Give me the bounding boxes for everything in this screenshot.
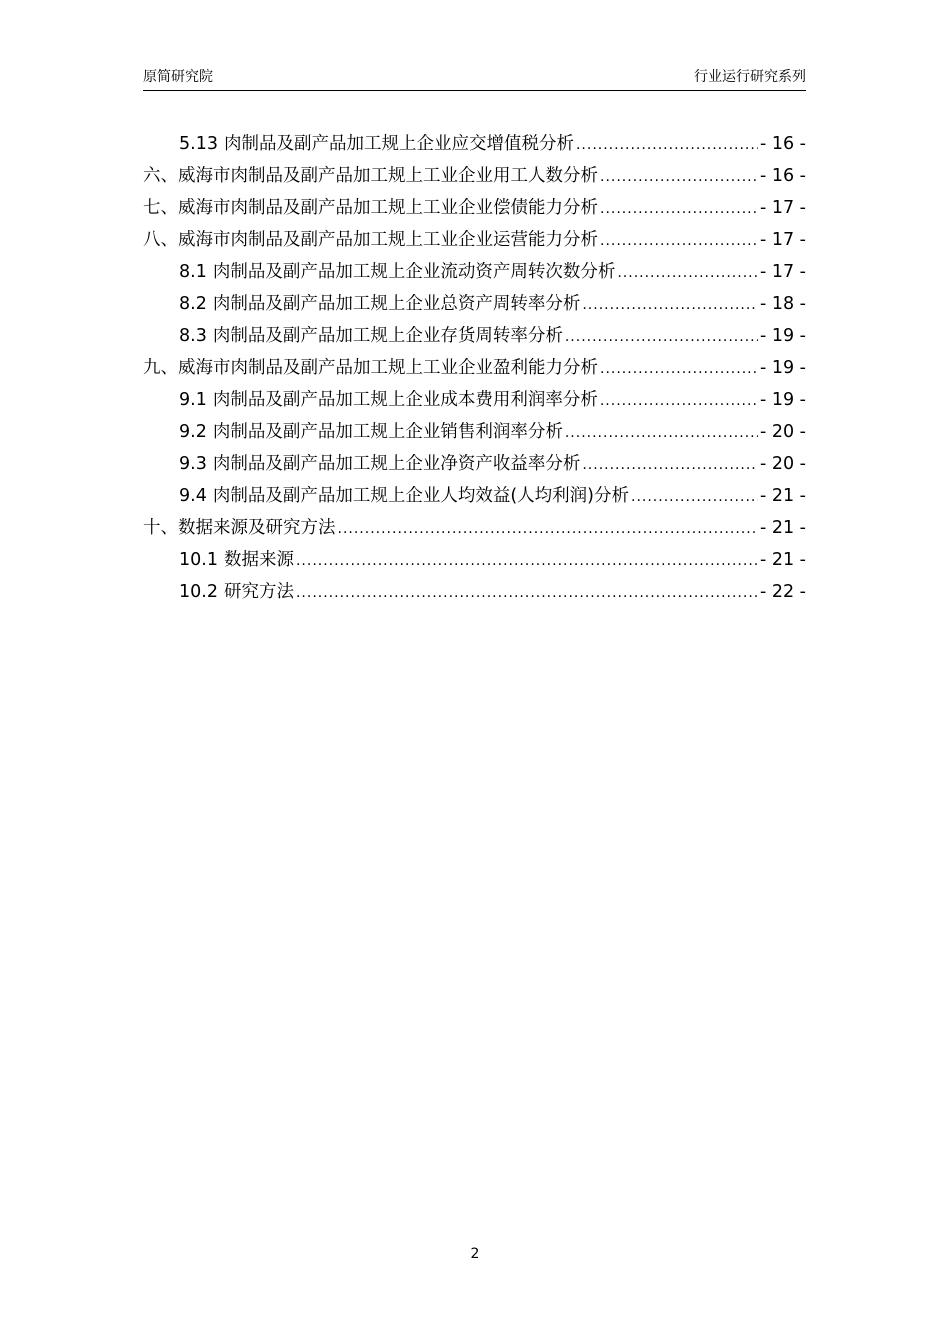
- toc-dot-leader: [565, 321, 758, 353]
- toc-entry[interactable]: [143, 288, 806, 320]
- toc-entry-number: 9.2: [179, 422, 207, 442]
- toc-entry-number: 8.1: [179, 262, 207, 282]
- toc-entry[interactable]: [143, 480, 806, 512]
- toc-entry[interactable]: [143, 416, 806, 448]
- toc-entry-title: 肉制品及副产品加工规上企业流动资产周转次数分析: [212, 262, 616, 282]
- toc-dot-leader: [631, 481, 758, 513]
- toc-entry[interactable]: [143, 544, 806, 576]
- toc-entry-page: - 22 -: [759, 582, 806, 602]
- toc-entry[interactable]: [143, 128, 806, 160]
- toc-entry[interactable]: [143, 320, 806, 352]
- toc-entry-number: 9.4: [179, 486, 207, 506]
- toc-dot-leader: [296, 577, 758, 609]
- toc-dot-leader: [600, 225, 758, 257]
- toc-dot-leader: [582, 289, 758, 321]
- toc-entry-page: - 20 -: [759, 454, 806, 474]
- toc-entry[interactable]: [143, 384, 806, 416]
- toc-entry-number: 8.2: [179, 294, 207, 314]
- toc-entry-title: 肉制品及副产品加工规上企业存货周转率分析: [212, 326, 563, 346]
- toc-entry[interactable]: [143, 576, 806, 608]
- toc-entry-page: - 17 -: [759, 198, 806, 218]
- toc-dot-leader: [576, 129, 758, 161]
- toc-dot-leader: [296, 545, 758, 577]
- toc-entry-page: - 16 -: [759, 166, 806, 186]
- toc-dot-leader: [565, 417, 758, 449]
- toc-dot-leader: [600, 353, 758, 385]
- toc-entry[interactable]: [143, 160, 806, 192]
- toc-entry-number: 10.1: [179, 550, 218, 570]
- toc-entry-title: 肉制品及副产品加工规上企业净资产收益率分析: [212, 454, 581, 474]
- toc-dot-leader: [338, 513, 758, 545]
- toc-entry-page: - 18 -: [759, 294, 806, 314]
- toc-entry-page: - 20 -: [759, 422, 806, 442]
- toc-entry-page: - 17 -: [759, 230, 806, 250]
- toc-entry-title: 六、威海市肉制品及副产品加工规上工业企业用工人数分析: [143, 166, 598, 186]
- toc-dot-leader: [600, 385, 758, 417]
- toc-entry-title: 九、威海市肉制品及副产品加工规上工业企业盈利能力分析: [143, 358, 598, 378]
- toc-entry-number: 9.3: [179, 454, 207, 474]
- table-of-contents: [143, 128, 806, 608]
- toc-dot-leader: [617, 257, 758, 289]
- toc-entry-number: 8.3: [179, 326, 207, 346]
- header-organization: 原简研究院: [143, 69, 213, 85]
- toc-entry-page: - 19 -: [759, 326, 806, 346]
- toc-entry[interactable]: [143, 224, 806, 256]
- page-header: [143, 68, 806, 91]
- toc-entry-title: 肉制品及副产品加工规上企业总资产周转率分析: [212, 294, 581, 314]
- toc-entry-page: - 17 -: [759, 262, 806, 282]
- toc-entry-title: 研究方法: [223, 582, 294, 602]
- toc-entry[interactable]: [143, 352, 806, 384]
- toc-entry-page: - 16 -: [759, 134, 806, 154]
- page-number: 2: [470, 1246, 480, 1262]
- toc-entry-title: 肉制品及副产品加工规上企业成本费用利润率分析: [212, 390, 598, 410]
- toc-entry[interactable]: [143, 512, 806, 544]
- toc-entry-title: 肉制品及副产品加工规上企业应交增值税分析: [223, 134, 574, 154]
- toc-entry-title: 数据来源: [223, 550, 294, 570]
- toc-entry-page: - 19 -: [759, 390, 806, 410]
- toc-entry[interactable]: [143, 256, 806, 288]
- toc-entry-title: 八、威海市肉制品及副产品加工规上工业企业运营能力分析: [143, 230, 598, 250]
- toc-entry-page: - 21 -: [759, 486, 806, 506]
- toc-entry-title: 七、威海市肉制品及副产品加工规上工业企业偿债能力分析: [143, 198, 598, 218]
- toc-dot-leader: [600, 161, 758, 193]
- toc-entry-title: 肉制品及副产品加工规上企业销售利润率分析: [212, 422, 563, 442]
- toc-entry-number: 9.1: [179, 390, 207, 410]
- toc-entry-title: 十、数据来源及研究方法: [143, 518, 336, 538]
- toc-entry-page: - 21 -: [759, 550, 806, 570]
- toc-dot-leader: [582, 449, 758, 481]
- toc-entry[interactable]: [143, 448, 806, 480]
- toc-entry-title: 肉制品及副产品加工规上企业人均效益(人均利润)分析: [212, 486, 629, 506]
- toc-entry[interactable]: [143, 192, 806, 224]
- header-series: 行业运行研究系列: [694, 69, 806, 85]
- toc-entry-page: - 21 -: [759, 518, 806, 538]
- toc-entry-number: 10.2: [179, 582, 218, 602]
- toc-dot-leader: [600, 193, 758, 225]
- toc-entry-number: 5.13: [179, 134, 218, 154]
- toc-entry-page: - 19 -: [759, 358, 806, 378]
